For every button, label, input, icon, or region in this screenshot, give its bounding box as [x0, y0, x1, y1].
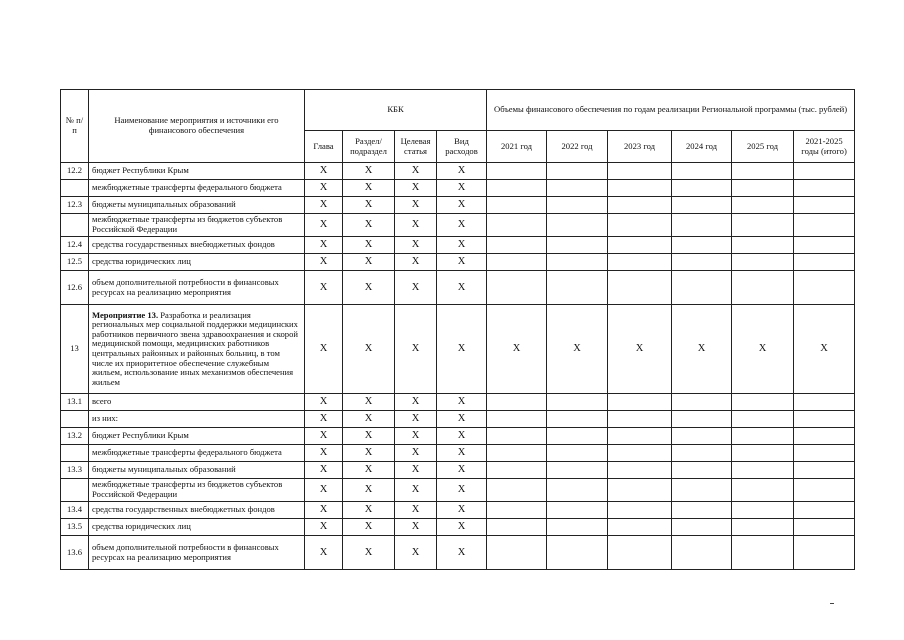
year-cell: [794, 428, 855, 445]
year-cell: X: [794, 305, 855, 394]
year-cell: [672, 519, 732, 536]
table-row: [61, 271, 855, 305]
kbk-cell: X: [437, 411, 487, 428]
row-name: [89, 519, 305, 536]
row-name: [89, 305, 305, 394]
year-cell: [608, 479, 672, 502]
kbk-cell: X: [395, 502, 437, 519]
year-cell: [608, 502, 672, 519]
table-row: [61, 197, 855, 214]
year-cell: [672, 214, 732, 237]
kbk-cell: X: [343, 394, 395, 411]
row-name-text: из них:: [92, 413, 119, 424]
kbk-cell: X: [395, 462, 437, 479]
year-cell: [608, 163, 672, 180]
row-name-text: бюджеты муниципальных образований: [92, 464, 236, 475]
table-row: [61, 394, 855, 411]
year-cell: [547, 519, 608, 536]
year-cell: [487, 237, 547, 254]
year-cell: [487, 214, 547, 237]
year-cell: [794, 445, 855, 462]
row-number: 13.2: [61, 428, 89, 445]
kbk-cell: X: [395, 479, 437, 502]
kbk-cell: X: [343, 519, 395, 536]
header-kbk-glava: Глава: [305, 131, 343, 163]
row-number: [61, 479, 89, 502]
row-name-text: бюджет Республики Крым: [92, 430, 189, 441]
year-cell: [487, 180, 547, 197]
year-cell: [608, 254, 672, 271]
kbk-cell: X: [437, 271, 487, 305]
row-name: [89, 180, 305, 197]
year-cell: X: [672, 305, 732, 394]
kbk-cell: X: [305, 197, 343, 214]
year-cell: [487, 271, 547, 305]
row-number: [61, 214, 89, 237]
year-cell: [672, 479, 732, 502]
year-cell: [672, 163, 732, 180]
kbk-cell: X: [395, 237, 437, 254]
row-name: [89, 197, 305, 214]
kbk-cell: X: [343, 462, 395, 479]
row-name-text: бюджет Республики Крым: [92, 165, 189, 176]
year-cell: [732, 411, 794, 428]
kbk-cell: X: [395, 163, 437, 180]
year-cell: [487, 197, 547, 214]
row-name-text: средства государственных внебюджетных фондов: [92, 504, 275, 515]
year-cell: [547, 254, 608, 271]
kbk-cell: X: [437, 237, 487, 254]
year-cell: [732, 163, 794, 180]
year-cell: [672, 237, 732, 254]
row-name-text: Разработка и реализация региональных мер социальной поддержки медицинских работников первичного звена здравоохранения и скорой медицинской помощи, медицинских работников центральных районных и районных больниц, в том числе их приоритетное обеспечение служебным жильем, использование иных механизмов обеспечения жильем: [92, 309, 298, 387]
year-cell: [732, 237, 794, 254]
kbk-cell: X: [305, 411, 343, 428]
row-name: [89, 237, 305, 254]
kbk-cell: X: [395, 445, 437, 462]
year-cell: [732, 180, 794, 197]
year-cell: [794, 502, 855, 519]
year-cell: [608, 519, 672, 536]
header-kbk-razdel: Раздел/ подраздел: [343, 131, 395, 163]
kbk-cell: X: [437, 163, 487, 180]
table-row: [61, 519, 855, 536]
year-cell: [547, 180, 608, 197]
year-cell: [547, 237, 608, 254]
kbk-cell: X: [395, 411, 437, 428]
year-cell: [608, 462, 672, 479]
year-cell: [732, 445, 794, 462]
kbk-cell: X: [395, 180, 437, 197]
row-name-text: средства юридических лиц: [92, 521, 191, 532]
year-cell: [794, 411, 855, 428]
kbk-cell: X: [343, 305, 395, 394]
kbk-cell: X: [437, 214, 487, 237]
header-year-2021: 2021 год: [487, 131, 547, 163]
row-name-text: межбюджетные трансферты федерального бюджета: [92, 447, 282, 458]
row-name: [89, 445, 305, 462]
year-cell: X: [732, 305, 794, 394]
year-cell: X: [608, 305, 672, 394]
kbk-cell: X: [395, 254, 437, 271]
year-cell: [794, 271, 855, 305]
header-kbk-vid: Вид расходов: [437, 131, 487, 163]
kbk-cell: X: [395, 197, 437, 214]
row-number: [61, 180, 89, 197]
year-cell: [547, 197, 608, 214]
kbk-cell: X: [343, 411, 395, 428]
kbk-cell: X: [343, 197, 395, 214]
header-kbk: КБК: [305, 90, 487, 131]
year-cell: [608, 180, 672, 197]
row-name-text: всего: [92, 396, 112, 407]
year-cell: [794, 462, 855, 479]
row-number: 13.6: [61, 536, 89, 570]
kbk-cell: X: [437, 305, 487, 394]
row-name: [89, 411, 305, 428]
year-cell: [794, 479, 855, 502]
year-cell: [487, 502, 547, 519]
year-cell: [608, 197, 672, 214]
header-year-2025: 2025 год: [732, 131, 794, 163]
year-cell: [794, 180, 855, 197]
year-cell: [732, 519, 794, 536]
table-row: [61, 305, 855, 394]
row-number: [61, 411, 89, 428]
row-name-text: объем дополнительной потребности в финансовых ресурсах на реализацию мероприятия: [92, 276, 279, 297]
kbk-cell: X: [305, 462, 343, 479]
year-cell: [732, 462, 794, 479]
year-cell: [487, 394, 547, 411]
kbk-cell: X: [395, 214, 437, 237]
kbk-cell: X: [395, 305, 437, 394]
row-number: 13: [61, 305, 89, 394]
kbk-cell: X: [305, 180, 343, 197]
year-cell: [487, 163, 547, 180]
row-name-text: объем дополнительной потребности в финансовых ресурсах на реализацию мероприятия: [92, 541, 279, 562]
year-cell: [732, 214, 794, 237]
header-funding: Объемы финансового обеспечения по годам реализации Региональной программы (тыс. рублей): [487, 90, 855, 131]
year-cell: [547, 536, 608, 570]
kbk-cell: X: [305, 163, 343, 180]
year-cell: [487, 479, 547, 502]
year-cell: [547, 394, 608, 411]
header-year-2022: 2022 год: [547, 131, 608, 163]
table-row: [61, 214, 855, 237]
row-name: [89, 536, 305, 570]
year-cell: [547, 445, 608, 462]
scan-mark: [830, 603, 834, 604]
kbk-cell: X: [343, 445, 395, 462]
year-cell: [487, 445, 547, 462]
year-cell: [732, 536, 794, 570]
row-name-title: Мероприятие 13.: [92, 309, 159, 320]
year-cell: [547, 462, 608, 479]
row-number: 12.3: [61, 197, 89, 214]
kbk-cell: X: [437, 428, 487, 445]
table-row: [61, 237, 855, 254]
row-name: [89, 254, 305, 271]
year-cell: [732, 479, 794, 502]
year-cell: [794, 254, 855, 271]
row-name-text: межбюджетные трансферты федерального бюджета: [92, 182, 282, 193]
year-cell: [672, 254, 732, 271]
year-cell: [672, 536, 732, 570]
year-cell: [672, 462, 732, 479]
year-cell: [608, 536, 672, 570]
kbk-cell: X: [343, 214, 395, 237]
year-cell: [672, 445, 732, 462]
kbk-cell: X: [305, 428, 343, 445]
row-name-text: межбюджетные трансферты из бюджетов субъектов Российской Федерации: [92, 479, 283, 499]
table-row: [61, 536, 855, 570]
kbk-cell: X: [305, 445, 343, 462]
year-cell: [672, 502, 732, 519]
row-name: [89, 394, 305, 411]
header-name: Наименование мероприятия и источники его финансового обеспечения: [89, 90, 305, 163]
row-number: 12.6: [61, 271, 89, 305]
kbk-cell: X: [305, 271, 343, 305]
kbk-cell: X: [343, 428, 395, 445]
year-cell: [794, 536, 855, 570]
year-cell: [608, 271, 672, 305]
year-cell: [487, 428, 547, 445]
row-name: [89, 271, 305, 305]
year-cell: [732, 271, 794, 305]
header-kbk-statya: Целевая статья: [395, 131, 437, 163]
row-number: 12.2: [61, 163, 89, 180]
year-cell: [732, 428, 794, 445]
year-cell: [547, 502, 608, 519]
year-cell: [487, 536, 547, 570]
kbk-cell: X: [305, 237, 343, 254]
header-year-2023: 2023 год: [608, 131, 672, 163]
year-cell: [732, 197, 794, 214]
kbk-cell: X: [437, 462, 487, 479]
year-cell: [487, 462, 547, 479]
year-cell: [794, 214, 855, 237]
kbk-cell: X: [437, 445, 487, 462]
kbk-cell: X: [437, 197, 487, 214]
header-num: № п/п: [61, 90, 89, 163]
kbk-cell: X: [343, 536, 395, 570]
kbk-cell: X: [437, 254, 487, 271]
header-year-2024: 2024 год: [672, 131, 732, 163]
year-cell: [732, 502, 794, 519]
row-name-text: бюджеты муниципальных образований: [92, 199, 236, 210]
year-cell: [608, 445, 672, 462]
year-cell: [608, 428, 672, 445]
kbk-cell: X: [437, 180, 487, 197]
year-cell: [794, 394, 855, 411]
kbk-cell: X: [305, 502, 343, 519]
table-row: [61, 411, 855, 428]
year-cell: [547, 479, 608, 502]
row-name-text: средства государственных внебюджетных фондов: [92, 239, 275, 250]
year-cell: X: [547, 305, 608, 394]
table-row: [61, 479, 855, 502]
kbk-cell: X: [343, 163, 395, 180]
kbk-cell: X: [437, 536, 487, 570]
year-cell: [672, 180, 732, 197]
funding-table: [60, 89, 855, 570]
row-number: 13.1: [61, 394, 89, 411]
year-cell: [608, 214, 672, 237]
year-cell: [547, 428, 608, 445]
year-cell: X: [487, 305, 547, 394]
year-cell: [732, 254, 794, 271]
row-number: 12.5: [61, 254, 89, 271]
kbk-cell: X: [437, 479, 487, 502]
kbk-cell: X: [305, 254, 343, 271]
kbk-cell: X: [305, 394, 343, 411]
year-cell: [608, 411, 672, 428]
year-cell: [794, 519, 855, 536]
row-name: [89, 502, 305, 519]
year-cell: [794, 197, 855, 214]
year-cell: [794, 163, 855, 180]
kbk-cell: X: [305, 479, 343, 502]
kbk-cell: X: [305, 214, 343, 237]
row-number: 12.4: [61, 237, 89, 254]
row-name: [89, 428, 305, 445]
kbk-cell: X: [343, 271, 395, 305]
kbk-cell: X: [343, 180, 395, 197]
table-row: [61, 180, 855, 197]
row-number: 13.4: [61, 502, 89, 519]
year-cell: [487, 411, 547, 428]
year-cell: [672, 394, 732, 411]
kbk-cell: X: [437, 502, 487, 519]
row-name: [89, 214, 305, 237]
kbk-cell: X: [437, 519, 487, 536]
table-row: [61, 502, 855, 519]
table-row: [61, 462, 855, 479]
year-cell: [794, 237, 855, 254]
year-cell: [487, 254, 547, 271]
row-name: [89, 462, 305, 479]
kbk-cell: X: [395, 271, 437, 305]
kbk-cell: X: [343, 237, 395, 254]
row-name: [89, 479, 305, 502]
row-name-text: средства юридических лиц: [92, 256, 191, 267]
year-cell: [732, 394, 794, 411]
year-cell: [487, 519, 547, 536]
kbk-cell: X: [343, 254, 395, 271]
year-cell: [672, 197, 732, 214]
year-cell: [672, 271, 732, 305]
year-cell: [608, 394, 672, 411]
year-cell: [547, 271, 608, 305]
table-row: [61, 428, 855, 445]
table-row: [61, 254, 855, 271]
kbk-cell: X: [343, 502, 395, 519]
year-cell: [672, 411, 732, 428]
kbk-cell: X: [305, 305, 343, 394]
row-number: 13.3: [61, 462, 89, 479]
row-name-text: межбюджетные трансферты из бюджетов субъектов Российской Федерации: [92, 214, 283, 234]
kbk-cell: X: [395, 428, 437, 445]
kbk-cell: X: [395, 536, 437, 570]
kbk-cell: X: [395, 394, 437, 411]
row-name: [89, 163, 305, 180]
table-row: [61, 163, 855, 180]
year-cell: [547, 163, 608, 180]
kbk-cell: X: [343, 479, 395, 502]
row-number: 13.5: [61, 519, 89, 536]
year-cell: [672, 428, 732, 445]
year-cell: [547, 214, 608, 237]
kbk-cell: X: [305, 536, 343, 570]
table-row: [61, 445, 855, 462]
row-number: [61, 445, 89, 462]
year-cell: [547, 411, 608, 428]
kbk-cell: X: [395, 519, 437, 536]
year-cell: [608, 237, 672, 254]
table-body: [61, 163, 855, 570]
header-year-total: 2021-2025 годы (итого): [794, 131, 855, 163]
kbk-cell: X: [305, 519, 343, 536]
kbk-cell: X: [437, 394, 487, 411]
